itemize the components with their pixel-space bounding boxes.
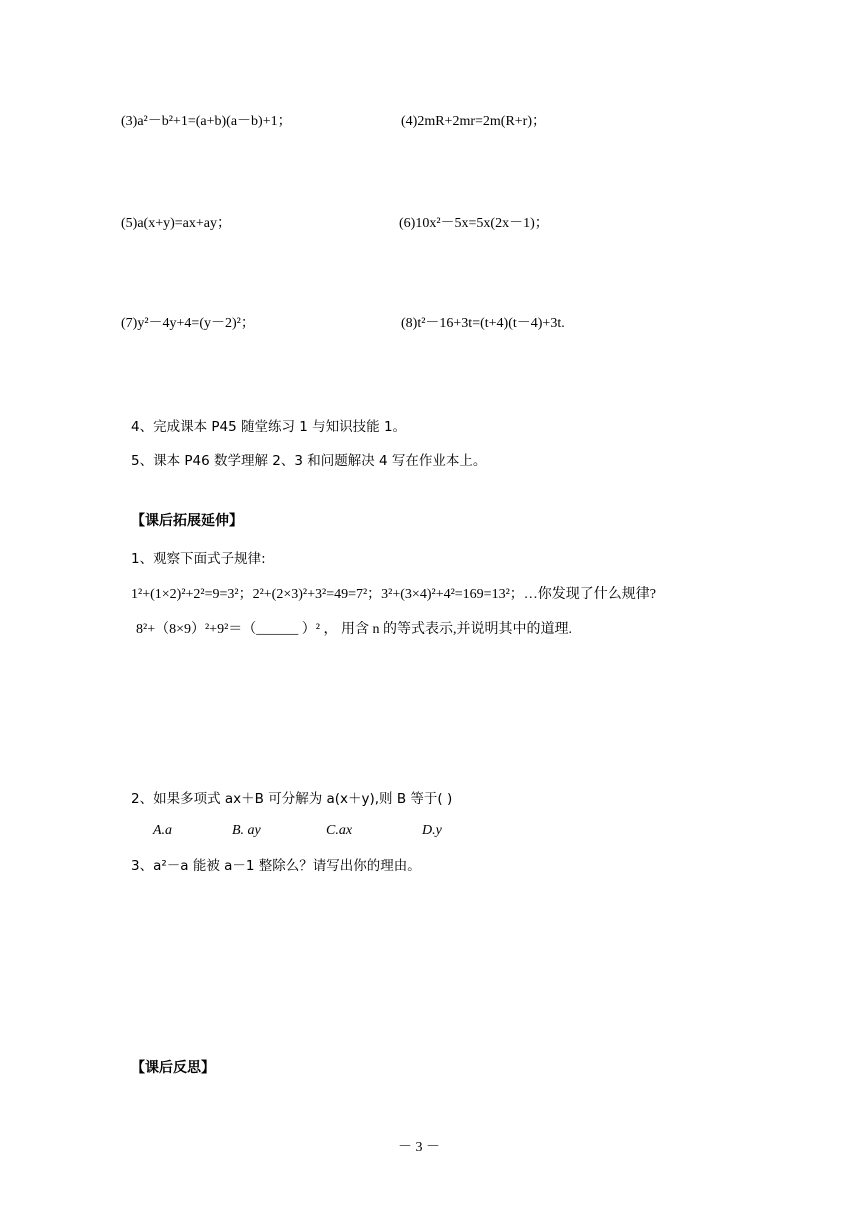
equation-7	[121, 315, 255, 333]
page-number: － 3 －	[398, 1140, 440, 1155]
question-2-option-b: B. ay	[232, 823, 261, 838]
equation-text: t²－16+3t=(t+4)(t－4)+3t.	[417, 316, 565, 331]
equation-text: 2mR+2mr=2m(R+r)；	[417, 114, 547, 129]
question-2-stem: 2、如果多项式 ax＋B 可分解为 a(x＋y),则 B 等于( )	[131, 791, 453, 807]
equation-text: a²－b²+1=(a+b)(a－b)+1；	[137, 114, 292, 129]
equation-text: a(x+y)=ax+ay；	[137, 216, 231, 231]
equation-label: (3)	[121, 114, 138, 129]
task-5: 5、课本 P46 数学理解 2、3 和问题解决 4 写在作业本上。	[131, 453, 487, 469]
equation-6	[399, 215, 549, 233]
equation-5	[121, 215, 231, 233]
section-heading-extension: 【课后拓展延伸】	[131, 513, 243, 529]
question-2-option-d: D.y	[422, 823, 442, 838]
equation-label: (8)	[401, 316, 418, 331]
question-1-intro: 1、观察下面式子规律:	[131, 551, 266, 567]
question-2-option-a: A.a	[153, 823, 173, 838]
equation-text: 10x²－5x=5x(2x－1)；	[415, 216, 549, 231]
equation-8	[401, 315, 565, 333]
equation-4	[401, 113, 546, 131]
section-heading-reflection: 【课后反思】	[131, 1060, 215, 1076]
equation-text: y²－4y+4=(y－2)²；	[137, 316, 255, 331]
question-3-stem: 3、a²－a 能被 a－1 整除么？请写出你的理由。	[131, 858, 421, 874]
question-1-pattern: 1²+(1×2)²+2²=9=3²；2²+(2×3)²+3²=49=7²；3²+(3×4)²+4²=169=13²；…你发现了什么规律?	[131, 587, 656, 602]
equation-label: (5)	[121, 216, 138, 231]
equation-label: (7)	[121, 316, 138, 331]
equation-label: (6)	[399, 216, 416, 231]
question-1-fill: 8²+（8×9）²+9²＝（______ ）² ， 用含 n 的等式表示,并说明其中的道理.	[136, 622, 572, 637]
question-2-option-c: C.ax	[326, 823, 353, 838]
task-4: 4、完成课本 P45 随堂练习 1 与知识技能 1。	[131, 419, 407, 435]
equation-label: (4)	[401, 114, 418, 129]
equation-3	[121, 113, 292, 131]
